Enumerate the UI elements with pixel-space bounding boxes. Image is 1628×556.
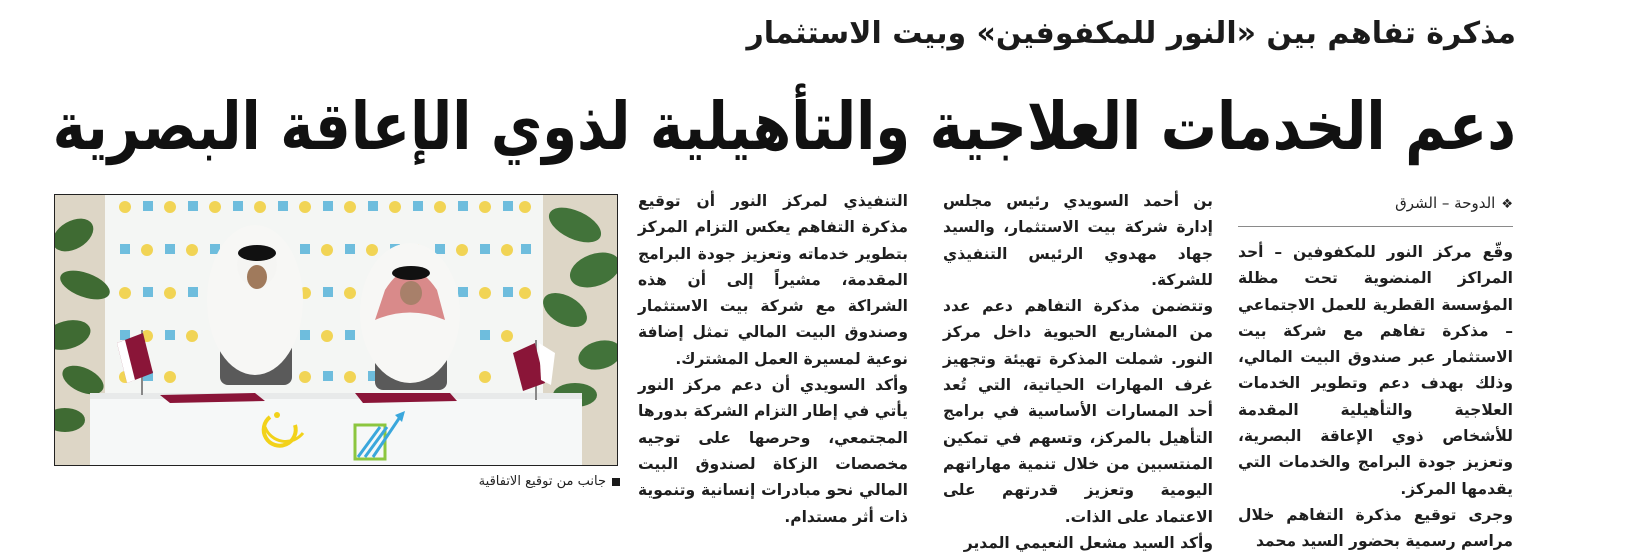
paragraph: وأكد السويدي أن دعم مركز النور يأتي في إطار التزام الشركة بدورها المجتمعي، وحرصها على توجيه مخصصات الزكاة لصندوق البيت المالي نحو مبادرات إنسانية وتنموية ذات أثر مستدام. [638,376,908,526]
column-3-body [638,188,908,530]
paragraph: وجرى توقيع مذكرة التفاهم خلال مراسم رسمية بحضور السيد محمد [1238,505,1513,551]
signing-ceremony-photo [54,194,618,466]
caption-text: جانب من توقيع الاتفاقية [478,474,606,489]
signatory-left [207,225,303,375]
dateline [1238,190,1513,218]
article-headline: دعم الخدمات العلاجية والتأهيلية لذوي الإعاقة البصرية [52,89,1516,166]
paragraph: وأكد السيد مشعل النعيمي المدير [963,533,1213,552]
column-2-body [943,188,1213,556]
dateline-divider [1238,226,1513,227]
article-column-3 [638,188,908,530]
paragraph: التنفيذي لمركز النور أن توقيع مذكرة التفاهم يعكس التزام المركز بتطوير خدماته وتعزيز جودة البرامج المقدمة، مشيراً إلى أن هذه الشراكة مع شركة بيت الاستثمار وصندوق البيت المالي تمثل إضافة نوعية لمسيرة العمل المشترك. [638,192,908,368]
article-column-2 [943,188,1213,556]
paragraph: وقّع مركز النور للمكفوفين – أحد المراكز المنضوية تحت مظلة المؤسسة القطرية للعمل الاجتماعي – مذكرة تفاهم مع شركة بيت الاستثمار عبر صندوق البيت المالي، وذلك بهدف دعم وتطوير الخدمات العلاجية والتأهيلية المقدمة للأشخاص ذوي الإعاقة البصرية، وتعزيز جودة البرامج والخدمات التي يقدمها المركز. [1238,243,1513,498]
photo-caption [470,472,620,492]
paragraph: بن أحمد السويدي رئيس مجلس إدارة شركة بيت الاستثمار، والسيد جهاد مهدوي الرئيس التنفيذي للشركة. [943,192,1213,289]
paragraph: وتتضمن مذكرة التفاهم دعم عدد من المشاريع الحيوية داخل مركز النور. شملت المذكرة تهيئة وتجهيز غرف المهارات الحياتية، التي تُعد أحد المسارات الأساسية في برامج التأهيل بالمركز، وتسهم في تمكين المنتسبين من خلال تنمية مهاراتهم اليومية وتعزيز قدرتهم على الاعتماد على الذات. [943,297,1213,526]
diamond-bullet-icon: ❖ [1501,197,1513,212]
photo-illustration [55,195,617,465]
signatory-right [360,243,460,383]
signing-table [90,395,582,465]
column-1-body [1238,239,1513,555]
article-kicker: مذكرة تفاهم بين «النور للمكفوفين» وبيت الاستثمار [746,16,1516,51]
article-column-1 [1238,190,1513,555]
square-bullet-icon [612,478,620,486]
dateline-text: الدوحة – الشرق [1395,194,1496,212]
